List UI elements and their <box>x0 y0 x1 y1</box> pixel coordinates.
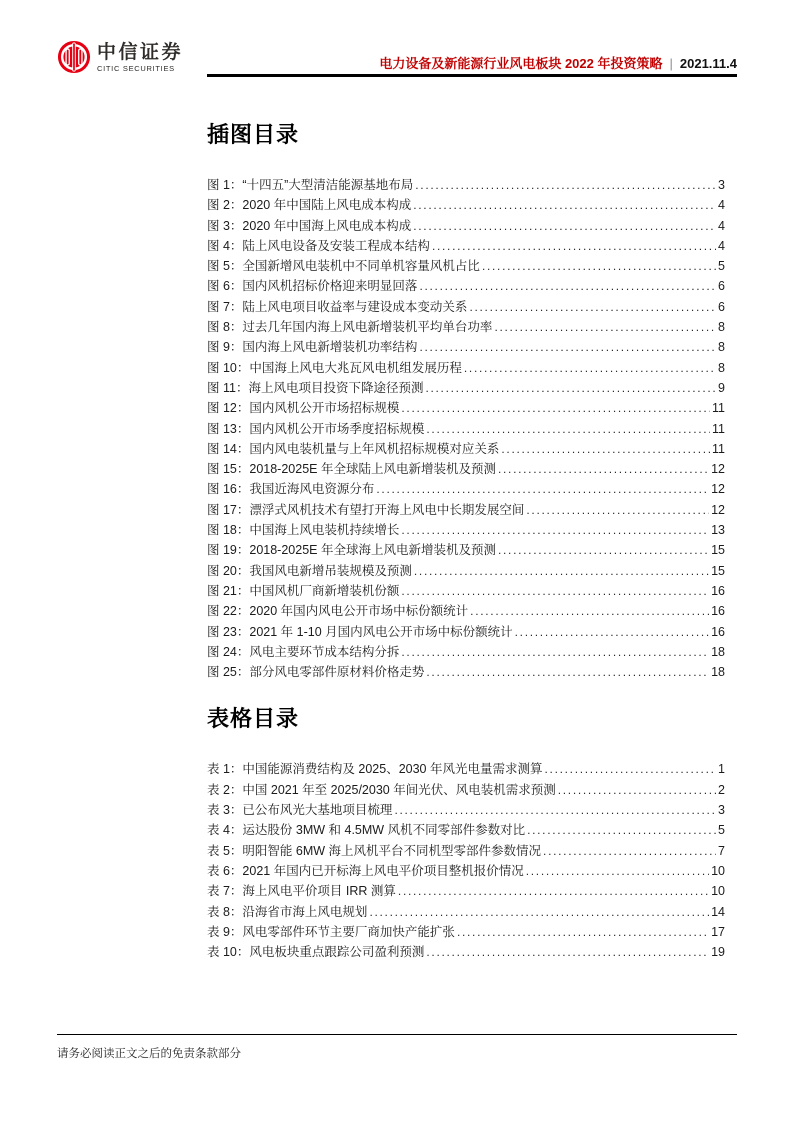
toc-leader-dots <box>426 945 709 959</box>
toc-page-number: 4 <box>718 238 725 253</box>
toc-entry-label: 图 6：国内风机招标价格迎来明显回落 <box>207 279 418 294</box>
toc-page-number: 16 <box>711 604 725 619</box>
toc-entry-label: 图 3：2020 年中国海上风电成本构成 <box>207 218 412 233</box>
toc-page-number: 19 <box>711 945 725 960</box>
toc-entry[interactable] <box>207 561 725 581</box>
toc-leader-dots <box>545 762 717 776</box>
toc-entry-label: 表 2：中国 2021 年至 2025/2030 年间光伏、风电装机需求预测 <box>207 782 556 797</box>
toc-leader-dots <box>501 442 710 456</box>
toc-leader-dots <box>426 665 709 679</box>
header-divider <box>207 74 737 77</box>
toc-page-number: 18 <box>711 665 725 680</box>
toc-page-number: 15 <box>711 543 725 558</box>
toc-entry[interactable] <box>207 780 725 800</box>
toc-entry-label: 表 10：风电板块重点跟踪公司盈利预测 <box>207 945 425 960</box>
toc-leader-dots <box>543 844 716 858</box>
toc-leader-dots <box>419 279 716 293</box>
toc-entry[interactable] <box>207 642 725 662</box>
figures-section <box>207 120 725 682</box>
toc-leader-dots <box>558 783 716 797</box>
toc-entry[interactable] <box>207 216 725 236</box>
toc-leader-dots <box>419 340 716 354</box>
tables-toc-list <box>207 759 725 962</box>
toc-entry[interactable] <box>207 276 725 296</box>
toc-entry[interactable] <box>207 419 725 439</box>
toc-page-number: 16 <box>711 583 725 598</box>
toc-entry[interactable] <box>207 358 725 378</box>
toc-entry[interactable] <box>207 256 725 276</box>
toc-entry[interactable] <box>207 195 725 215</box>
toc-entry-label: 图 4：陆上风电设备及安装工程成本结构 <box>207 238 430 253</box>
toc-page-number: 15 <box>711 563 725 578</box>
toc-entry[interactable] <box>207 942 725 962</box>
toc-entry-label: 表 8：沿海省市海上风电规划 <box>207 904 368 919</box>
toc-entry-label: 表 9：风电零部件环节主要厂商加快产能扩张 <box>207 924 455 939</box>
toc-entry-label: 图 5：全国新增风电装机中不同单机容量风机占比 <box>207 259 480 274</box>
toc-page-number: 7 <box>718 843 725 858</box>
toc-leader-dots <box>401 584 709 598</box>
brand-text <box>97 42 183 73</box>
toc-page-number: 8 <box>718 320 725 335</box>
toc-entry-label: 图 18：中国海上风电装机持续增长 <box>207 523 400 538</box>
toc-leader-dots <box>498 462 709 476</box>
toc-entry-label: 图 1：“十四五”大型清洁能源基地布局 <box>207 178 414 192</box>
toc-page-number: 11 <box>712 441 725 456</box>
toc-page-number: 14 <box>711 904 725 919</box>
toc-entry-label: 图 20：我国风电新增吊装规模及预测 <box>207 563 412 578</box>
toc-leader-dots <box>482 259 716 273</box>
toc-entry-label: 图 16：我国近海风电资源分布 <box>207 482 375 497</box>
toc-entry-label: 图 13：国内风机公开市场季度招标规模 <box>207 421 425 436</box>
toc-entry[interactable] <box>207 601 725 621</box>
brand-logo <box>57 40 183 74</box>
toc-entry[interactable] <box>207 520 725 540</box>
toc-page-number: 6 <box>718 279 725 294</box>
brand-name-cn: 中信证券 <box>97 41 184 63</box>
toc-entry-label: 图 19：2018-2025E 年全球海上风电新增装机及预测 <box>207 543 496 558</box>
citic-logo-icon <box>57 40 91 74</box>
toc-page-number: 5 <box>718 259 725 274</box>
toc-entry[interactable] <box>207 861 725 881</box>
toc-page-number: 4 <box>718 198 725 213</box>
toc-entry[interactable] <box>207 398 725 418</box>
toc-leader-dots <box>498 543 709 557</box>
toc-page-number: 5 <box>718 823 725 838</box>
toc-leader-dots <box>494 320 716 334</box>
toc-leader-dots <box>415 178 716 192</box>
toc-leader-dots <box>457 925 709 939</box>
figures-toc-list <box>207 175 725 682</box>
toc-leader-dots <box>413 198 716 212</box>
toc-entry-label: 图 8：过去几年国内海上风电新增装机平均单台功率 <box>207 320 493 335</box>
toc-entry-label: 图 24：风电主要环节成本结构分拆 <box>207 644 400 659</box>
report-title: 电力设备及新能源行业风电板块 2022 年投资策略 <box>379 56 663 71</box>
toc-entry-label: 图 17：漂浮式风机技术有望打开海上风电中长期发展空间 <box>207 502 525 517</box>
figures-section-title: 插图目录 <box>207 122 300 147</box>
report-date: 2021.11.4 <box>679 56 737 71</box>
toc-page-number: 4 <box>718 218 725 233</box>
toc-entry-label: 表 1：中国能源消费结构及 2025、2030 年风光电量需求测算 <box>207 762 543 777</box>
toc-page-number: 12 <box>711 482 725 497</box>
toc-leader-dots <box>369 905 709 919</box>
toc-entry[interactable] <box>207 459 725 479</box>
toc-entry-label: 图 14：国内风电装机量与上年风机招标规模对应关系 <box>207 441 500 456</box>
toc-leader-dots <box>414 564 709 578</box>
toc-entry-label: 表 4：运达股份 3MW 和 4.5MW 风机不同零部件参数对比 <box>207 823 526 838</box>
toc-page-number: 3 <box>718 803 725 818</box>
toc-page-number: 16 <box>711 624 725 639</box>
toc-entry[interactable] <box>207 820 725 840</box>
toc-entry[interactable] <box>207 841 725 861</box>
footer-disclaimer: 请务必阅读正文之后的免责条款部分 <box>57 1048 241 1060</box>
toc-page-number: 1 <box>718 762 725 777</box>
toc-entry-label: 图 11：海上风电项目投资下降途径预测 <box>207 380 424 395</box>
toc-entry-label: 图 21：中国风机厂商新增装机份额 <box>207 583 400 598</box>
toc-page-number: 17 <box>711 924 725 939</box>
toc-page-number: 6 <box>718 299 725 314</box>
toc-leader-dots <box>526 864 709 878</box>
toc-entry-label: 图 9：国内海上风电新增装机功率结构 <box>207 340 418 355</box>
toc-entry-label: 表 5：明阳智能 6MW 海上风机平台不同机型零部件参数情况 <box>207 843 542 858</box>
tables-section-title: 表格目录 <box>207 706 300 732</box>
toc-entry[interactable] <box>207 622 725 642</box>
toc-entry[interactable] <box>207 581 725 601</box>
toc-leader-dots <box>413 219 716 233</box>
toc-page-number: 11 <box>712 401 725 416</box>
tables-section <box>207 704 725 962</box>
toc-entry-label: 图 7：陆上风电项目收益率与建设成本变动关系 <box>207 299 468 314</box>
toc-leader-dots <box>401 401 710 415</box>
toc-entry-label: 图 12：国内风机公开市场招标规模 <box>207 401 400 416</box>
toc-page-number: 10 <box>711 884 725 899</box>
toc-leader-dots <box>401 523 709 537</box>
toc-entry-label: 表 6：2021 年国内已开标海上风电平价项目整机报价情况 <box>207 863 524 878</box>
toc-leader-dots <box>425 381 716 395</box>
toc-entry-label: 表 3：已公布风光大基地项目梳理 <box>207 803 393 818</box>
toc-page-number: 8 <box>718 360 725 375</box>
toc-entry[interactable] <box>207 175 725 195</box>
toc-entry[interactable] <box>207 881 725 901</box>
toc-entry-label: 图 15：2018-2025E 年全球陆上风电新增装机及预测 <box>207 462 496 477</box>
toc-entry[interactable] <box>207 759 725 779</box>
toc-entry[interactable] <box>207 902 725 922</box>
toc-leader-dots <box>426 422 710 436</box>
toc-page-number: 2 <box>718 782 725 797</box>
title-date-separator: | <box>669 56 673 71</box>
toc-content <box>207 120 725 962</box>
toc-entry[interactable] <box>207 378 725 398</box>
toc-leader-dots <box>464 361 716 375</box>
toc-page-number: 10 <box>711 863 725 878</box>
toc-page-number: 18 <box>711 644 725 659</box>
toc-leader-dots <box>432 239 716 253</box>
toc-entry[interactable] <box>207 479 725 499</box>
toc-page-number: 12 <box>711 502 725 517</box>
toc-leader-dots <box>401 645 709 659</box>
toc-leader-dots <box>527 823 716 837</box>
toc-entry-label: 图 10：中国海上风电大兆瓦风电机组发展历程 <box>207 360 462 375</box>
toc-entry[interactable] <box>207 236 725 256</box>
toc-leader-dots <box>394 803 716 817</box>
toc-entry[interactable] <box>207 439 725 459</box>
toc-leader-dots <box>526 503 709 517</box>
toc-entry[interactable] <box>207 662 725 682</box>
toc-page-number: 12 <box>711 462 725 477</box>
toc-page-number: 3 <box>718 178 725 192</box>
toc-entry[interactable] <box>207 337 725 357</box>
toc-entry-label: 图 22：2020 年国内风电公开市场中标份额统计 <box>207 604 469 619</box>
toc-page-number: 9 <box>718 380 725 395</box>
toc-entry[interactable] <box>207 297 725 317</box>
toc-leader-dots <box>515 625 709 639</box>
toc-entry-label: 图 23：2021 年 1-10 月国内风电公开市场中标份额统计 <box>207 624 513 639</box>
toc-entry[interactable] <box>207 317 725 337</box>
toc-entry[interactable] <box>207 540 725 560</box>
toc-leader-dots <box>376 482 709 496</box>
toc-page-number: 8 <box>718 340 725 355</box>
toc-entry-label: 表 7：海上风电平价项目 IRR 测算 <box>207 884 396 899</box>
toc-entry[interactable] <box>207 922 725 942</box>
toc-page-number: 11 <box>712 421 725 436</box>
toc-entry-label: 图 2：2020 年中国陆上风电成本构成 <box>207 198 412 213</box>
toc-leader-dots <box>398 884 709 898</box>
toc-leader-dots <box>469 300 716 314</box>
toc-page-number: 13 <box>711 523 725 538</box>
toc-leader-dots <box>470 604 709 618</box>
brand-name-en: CITIC SECURITIES <box>97 63 175 73</box>
toc-entry[interactable] <box>207 500 725 520</box>
header-title <box>379 53 737 72</box>
footer-divider <box>57 1034 737 1061</box>
toc-entry-label: 图 25：部分风电零部件原材料价格走势 <box>207 665 425 680</box>
toc-entry[interactable] <box>207 800 725 820</box>
